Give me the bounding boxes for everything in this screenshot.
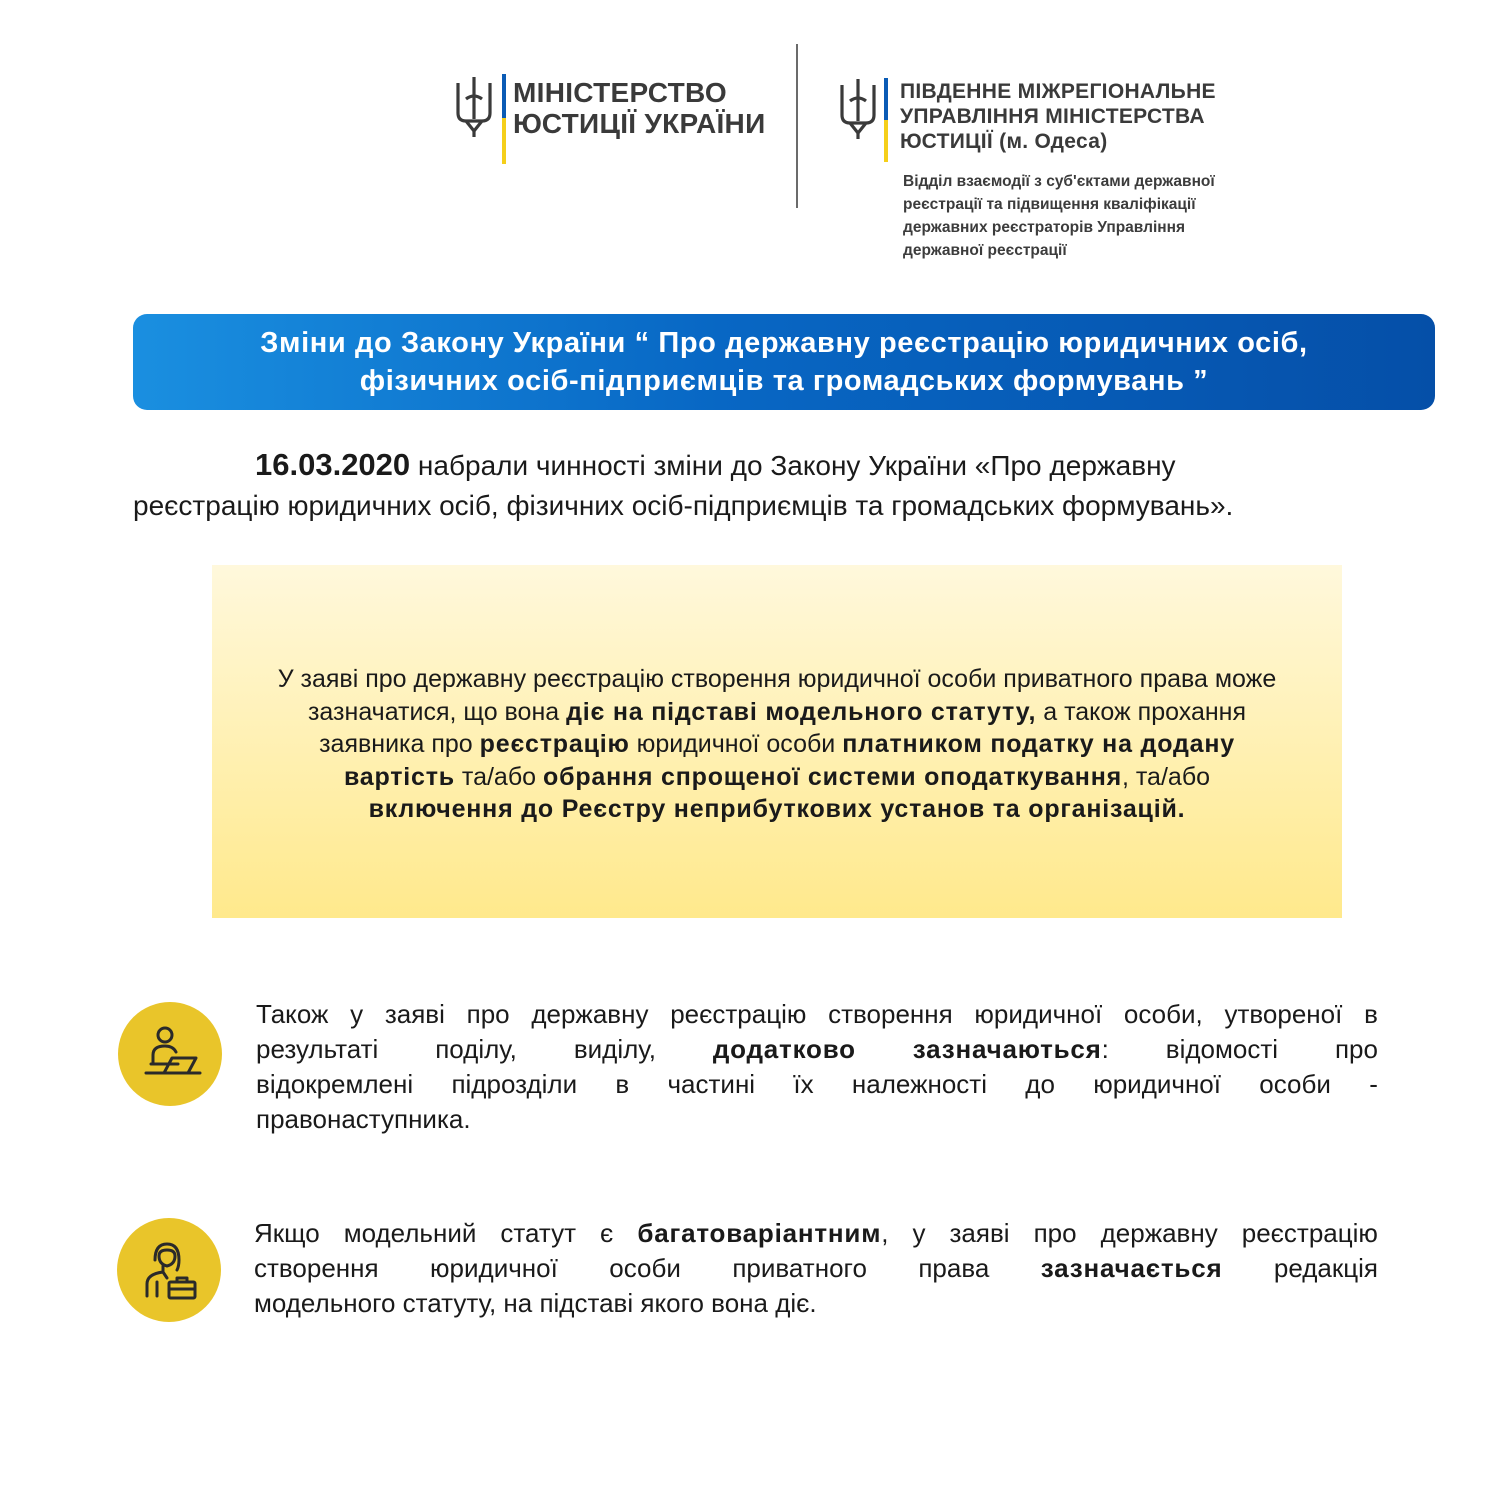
department-line: реєстрації та підвищення кваліфікації [903, 196, 1196, 213]
flag-bar-blue [502, 74, 506, 118]
person-with-briefcase-icon [117, 1218, 221, 1322]
item2-paragraph [254, 1216, 1378, 1321]
intro-paragraph [133, 445, 1433, 526]
department-line: Відділ взаємодії з суб'єктами державної [903, 173, 1215, 190]
item1-line3: відокремлені підрозділи в частині їх належності до юридичної особи - [256, 1069, 1378, 1099]
item1-circle [118, 1002, 222, 1106]
trident-icon [837, 75, 879, 141]
department-line: державної реєстрації [903, 242, 1067, 259]
effective-date: 16.03.2020 [255, 447, 411, 482]
trident-icon [453, 73, 495, 139]
person-at-laptop-icon [118, 1002, 222, 1106]
intro-text: набрали чинності зміни до Закону України «Про державну [410, 450, 1176, 481]
item1-paragraph [256, 997, 1378, 1137]
flag-bar-yellow [502, 118, 506, 164]
highlight-text [212, 663, 1342, 826]
highlight-line: У заяві про державну реєстрацію створення юридичної особи приватного права може [277, 665, 1277, 693]
item2-circle [117, 1218, 221, 1322]
ministry-name-line1: МІНІСТЕРСТВО [513, 77, 727, 108]
flag-bar-yellow [884, 120, 888, 162]
intro-text: реєстрацію юридичних осіб, фізичних осіб-підприємців та громадських формувань». [133, 490, 1234, 521]
highlight-line: зазначатися, що вона діє на підставі модельного статуту, а також прохання [307, 697, 1247, 726]
banner-line2: фізичних осіб-підприємців та громадських формувань ” [359, 365, 1209, 397]
department-name [903, 170, 1283, 262]
logo-divider [796, 44, 798, 208]
highlight-line: заявника про реєстрацію юридичної особи платником податку на додану [319, 730, 1235, 758]
highlight-line: включення до Реєстру неприбуткових установ та організацій. [368, 795, 1186, 823]
item2-line1: Якщо модельний статут є багатоваріантним, у заяві про державну реєстрацію [254, 1218, 1378, 1248]
department-line: державних реєстраторів Управління [903, 219, 1186, 236]
item1-line2: результаті поділу, виділу, додатково зазначаються: відомості про [256, 1034, 1378, 1064]
banner-line1: Зміни до Закону України “ Про державну реєстрацію юридичних осіб, [260, 327, 1308, 359]
regional-name-line1: ПІВДЕННЕ МІЖРЕГІОНАЛЬНЕ [900, 80, 1216, 103]
ministry-name-line2: ЮСТИЦІЇ УКРАЇНИ [513, 108, 766, 139]
regional-name-line2: УПРАВЛІННЯ МІНІСТЕРСТВА [900, 105, 1205, 128]
flag-bar-blue [884, 78, 888, 120]
item2-line3: модельного статуту, на підставі якого вона діє. [254, 1288, 817, 1318]
item1-line1: Також у заяві про державну реєстрацію створення юридичної особи, утвореної в [256, 999, 1378, 1029]
regional-name-line3: ЮСТИЦІЇ (м. Одеса) [900, 130, 1108, 153]
item2-line2: створення юридичної особи приватного права зазначається редакція [254, 1253, 1378, 1283]
highlight-line: вартість та/або обрання спрощеної системи оподаткування, та/або [343, 762, 1211, 791]
item1-line4: правонаступника. [256, 1104, 471, 1134]
title-banner [133, 314, 1435, 410]
